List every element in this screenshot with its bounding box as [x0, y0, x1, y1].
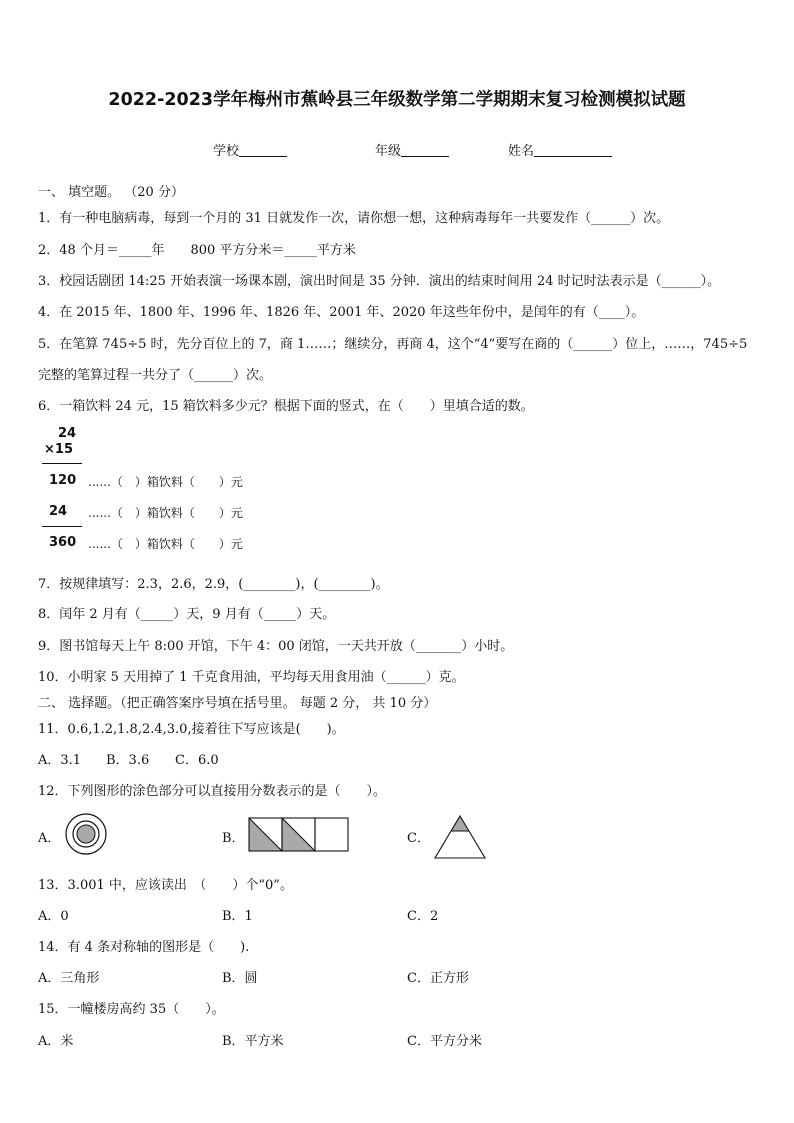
q12-option-c: C．	[407, 831, 430, 846]
q11-option-c: C．6.0	[175, 753, 219, 768]
question-2: 2．48 个月＝_____年 800 平方分米＝_____平方米	[38, 243, 356, 258]
ring-figure-icon	[64, 812, 110, 858]
q12-option-a: A．	[38, 831, 61, 846]
calc-multiplier: ×15	[44, 442, 73, 457]
shaded-triangle-figure-icon	[433, 814, 487, 860]
calc-product: 360	[49, 535, 77, 550]
question-7: 7．按规律填写：2.3，2.6，2.9，(________)，(________)。	[38, 577, 389, 592]
calc-partial-1: 120	[49, 473, 77, 488]
q15-option-b: B．平方米	[222, 1034, 284, 1049]
question-11: 11．0.6,1.2,1.8,2.4,3.0,接着往下写应该是( )。	[38, 722, 345, 737]
name-field	[508, 140, 612, 159]
question-15: 15．一幢楼房高约 35（ ）。	[38, 1002, 225, 1017]
q11-option-a: A．3.1	[38, 753, 82, 768]
question-4: 4．在 2015 年、1800 年、1996 年、1826 年、2001 年、2020 年这些年份中，是闰年的有（____）。	[38, 305, 645, 320]
question-14: 14．有 4 条对称轴的图形是（ ).	[38, 940, 250, 955]
q11-option-b: B．3.6	[106, 753, 150, 768]
calc-line-1	[42, 463, 82, 464]
school-label: 学校	[213, 144, 240, 159]
page-title: 2022-2023学年梅州市蕉岭县三年级数学第二学期期末复习检测模拟试题	[108, 90, 686, 110]
school-field	[213, 140, 287, 159]
q12-option-b: B．	[222, 831, 245, 846]
question-10: 10．小明家 5 天用掉了 1 千克食用油，平均每天用食用油（______）克。	[38, 670, 465, 685]
q15-option-c: C．平方分米	[407, 1034, 482, 1049]
question-1: 1．有一种电脑病毒，每到一个月的 31 日就发作一次，请你想一想，这种病毒每年一共要发作（______）次。	[38, 211, 670, 226]
question-5-line1: 5．在笔算 745÷5 时，先分百位上的 7，商 1……；继续分，再商 4，这个“4”要写在商的（______）位上，……，745÷5	[38, 337, 748, 352]
q14-option-b: B．圆	[222, 971, 258, 986]
question-8: 8．闰年 2 月有（_____）天，9 月有（_____）天。	[38, 607, 336, 622]
calc-row-2-text: ......（ ）箱饮料（ ）元	[88, 506, 243, 520]
question-3: 3．校园话剧团 14:25 开始表演一场课本剧，演出时间是 35 分钟．演出的结束时间用 24 时记时法表示是（______）。	[38, 274, 721, 289]
calc-row-1-text: ......（ ）箱饮料（ ）元	[88, 475, 243, 489]
question-9: 9．图书馆每天上午 8:00 开馆，下午 4：00 闭馆，一天共开放（_______）小时。	[38, 639, 514, 654]
section-multiple-choice: 二、 选择题。（把正确答案序号填在括号里。 每题 2 分， 共 10 分）	[38, 696, 437, 711]
calc-multiplicand: 24	[58, 426, 77, 441]
grade-field	[375, 140, 449, 159]
question-6: 6．一箱饮料 24 元，15 箱饮料多少元？根据下面的竖式，在（ ）里填合适的数。	[38, 399, 534, 414]
name-label: 姓名	[508, 144, 535, 159]
q15-option-a: A．米	[38, 1034, 74, 1049]
calc-partial-2: 24	[49, 504, 68, 519]
calc-row-3-text: ......（ ）箱饮料（ ）元	[88, 537, 243, 551]
q14-option-c: C．正方形	[407, 971, 469, 986]
question-12: 12．下列图形的涂色部分可以直接用分数表示的是（ ）。	[38, 784, 387, 799]
q13-option-c: C．2	[407, 909, 439, 924]
section-fill-blank: 一、 填空题。 （20 分）	[38, 185, 184, 200]
shaded-squares-figure-icon	[248, 817, 352, 855]
question-13: 13．3.001 中，应该读出 （ ）个“0”。	[38, 878, 293, 893]
question-5-line2: 完整的笔算过程一共分了（______）次。	[38, 368, 273, 383]
q13-option-a: A．0	[38, 909, 69, 924]
calc-line-2	[42, 526, 82, 527]
q13-option-b: B．1	[222, 909, 253, 924]
q14-option-a: A．三角形	[38, 971, 100, 986]
grade-label: 年级	[375, 144, 402, 159]
